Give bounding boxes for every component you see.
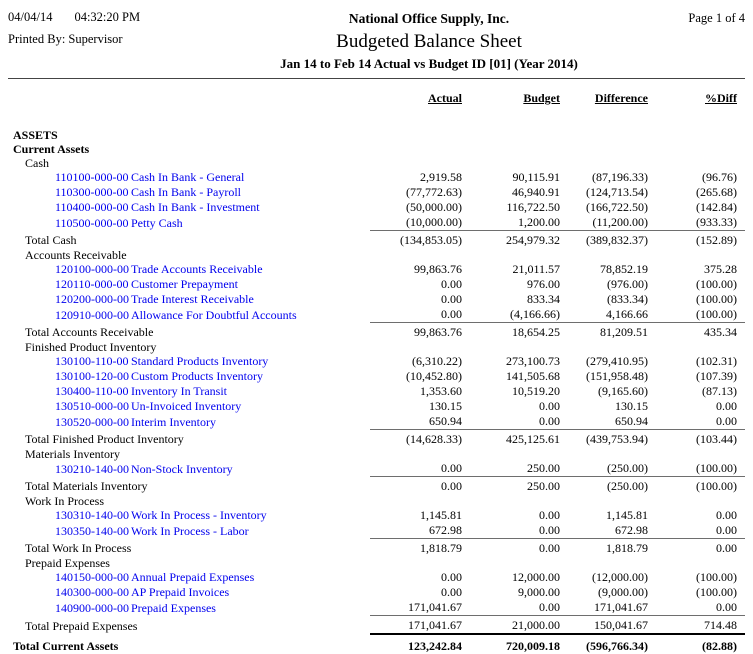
- pctdiff-value: (107.39): [696, 369, 737, 383]
- actual-value: 1,818.79: [370, 539, 462, 557]
- account-label-cell: [8, 523, 370, 539]
- account-number-link[interactable]: 130400-110-00: [55, 384, 129, 398]
- account-number-link[interactable]: 120910-000-00: [55, 307, 129, 322]
- pctdiff-value: 0.00: [648, 539, 745, 557]
- account-row: [8, 461, 745, 477]
- difference-value: (439,753.94): [560, 430, 648, 448]
- budget-value: 18,654.25: [462, 323, 560, 341]
- account-name-link[interactable]: Trade Accounts Receivable: [131, 262, 263, 276]
- pctdiff-value: (87.13): [702, 384, 737, 398]
- total-row: [8, 539, 745, 557]
- account-name-link[interactable]: Work In Process - Inventory: [131, 508, 267, 522]
- account-row: [8, 399, 745, 414]
- budget-column-header: Budget: [523, 91, 560, 105]
- account-row: [8, 508, 745, 523]
- difference-value: 1,818.79: [560, 539, 648, 557]
- actual-value: (134,853.05): [370, 231, 462, 249]
- budget-value: 250.00: [527, 461, 560, 475]
- total-row: [8, 477, 745, 495]
- pctdiff-value: (102.31): [696, 354, 737, 368]
- account-number-link[interactable]: 110400-000-00: [55, 200, 129, 214]
- account-label-cell: [8, 185, 370, 200]
- header-spacer: [8, 108, 745, 128]
- budget-value: 0.00: [539, 600, 560, 614]
- account-number-link[interactable]: 140300-000-00: [55, 585, 129, 599]
- account-name-link[interactable]: Petty Cash: [131, 215, 183, 230]
- section-heading-row: [8, 248, 745, 262]
- pctdiff-value: (103.44): [648, 430, 745, 448]
- actual-value: 0.00: [441, 307, 462, 321]
- account-name-link[interactable]: Cash In Bank - Payroll: [131, 185, 241, 199]
- account-row: [8, 570, 745, 585]
- section-heading-row: [8, 142, 745, 156]
- difference-value: 78,852.19: [600, 262, 648, 276]
- difference-value: (166,722.50): [586, 200, 648, 214]
- account-label-cell: [8, 354, 370, 369]
- difference-value: (9,165.60): [598, 384, 648, 398]
- account-row: [8, 369, 745, 384]
- pctdiff-value: (100.00): [696, 292, 737, 306]
- actual-value: (10,000.00): [406, 215, 462, 229]
- header-right: [635, 10, 745, 72]
- pctdiff-value: 0.00: [716, 399, 737, 413]
- difference-value: (250.00): [560, 477, 648, 495]
- company-name: National Office Supply, Inc.: [348, 11, 510, 26]
- total-label: Total Cash: [25, 233, 77, 247]
- section-heading: Cash: [25, 156, 49, 170]
- account-name-link[interactable]: Custom Products Inventory: [131, 369, 263, 383]
- section-heading: Work In Process: [25, 494, 105, 508]
- actual-value: 0.00: [441, 570, 462, 584]
- report-title: Budgeted Balance Sheet: [336, 31, 522, 52]
- account-name-link[interactable]: Allowance For Doubtful Accounts: [131, 307, 297, 322]
- account-row: [8, 277, 745, 292]
- total-row: [8, 430, 745, 448]
- account-label-cell: [8, 384, 370, 399]
- actual-value: 99,863.76: [370, 323, 462, 341]
- section-heading: Accounts Receivable: [25, 248, 127, 262]
- budget-value: 254,979.32: [462, 231, 560, 249]
- account-label-cell: [8, 369, 370, 384]
- budget-value: 12,000.00: [512, 570, 560, 584]
- account-name-link[interactable]: Interim Inventory: [131, 414, 216, 429]
- account-number-link[interactable]: 110100-000-00: [55, 170, 129, 184]
- total-label: Total Accounts Receivable: [25, 325, 154, 339]
- account-number-link[interactable]: 120200-000-00: [55, 292, 129, 306]
- section-heading: Finished Product Inventory: [25, 340, 157, 354]
- difference-value: (976.00): [607, 277, 648, 291]
- total-label: Total Prepaid Expenses: [25, 619, 138, 633]
- budget-value: 425,125.61: [462, 430, 560, 448]
- difference-value: 1,145.81: [606, 508, 648, 522]
- actual-value: 130.15: [429, 399, 462, 413]
- pctdiff-value: (96.76): [702, 170, 737, 184]
- actual-value: 2,919.58: [420, 170, 462, 184]
- actual-value: 99,863.76: [414, 262, 462, 276]
- account-row: [8, 414, 745, 430]
- section-heading: Materials Inventory: [25, 447, 120, 461]
- account-label-cell: [8, 277, 370, 292]
- actual-value: (10,452.80): [406, 369, 462, 383]
- account-label-cell: [8, 585, 370, 600]
- difference-value: 81,209.51: [560, 323, 648, 341]
- pctdiff-value: 0.00: [716, 523, 737, 537]
- account-name-link[interactable]: Annual Prepaid Expenses: [131, 570, 255, 584]
- account-number-link[interactable]: 120110-000-00: [55, 277, 129, 291]
- account-name-link[interactable]: AP Prepaid Invoices: [131, 585, 230, 599]
- budget-value: 46,940.91: [512, 185, 560, 199]
- label-column-header: [8, 88, 370, 108]
- pctdiff-value: 0.00: [716, 508, 737, 522]
- total-row: [8, 323, 745, 341]
- account-label-cell: [8, 399, 370, 414]
- account-number-link[interactable]: 130520-000-00: [55, 414, 129, 429]
- difference-value: (389,832.37): [560, 231, 648, 249]
- pctdiff-value: 0.00: [716, 414, 737, 428]
- print-time: 04:32:20 PM: [74, 10, 141, 24]
- difference-value: 130.15: [615, 399, 648, 413]
- account-row: [8, 384, 745, 399]
- print-date: 04/04/14: [8, 10, 53, 24]
- pctdiff-value: 714.48: [648, 616, 745, 635]
- account-number-link[interactable]: 130100-120-00: [55, 369, 129, 383]
- report-subtitle: Jan 14 to Feb 14 Actual vs Budget ID [01] (Year 2014): [280, 56, 578, 71]
- budget-value: 273,100.73: [506, 354, 560, 368]
- actual-value: 0.00: [441, 585, 462, 599]
- balance-sheet-table: [8, 88, 745, 654]
- account-label-cell: [8, 200, 370, 215]
- pctdiff-value: (100.00): [648, 477, 745, 495]
- difference-value: (833.34): [607, 292, 648, 306]
- budget-value: 0.00: [539, 414, 560, 428]
- difference-value: 150,041.67: [560, 616, 648, 635]
- difference-value: (12,000.00): [592, 570, 648, 584]
- budget-value: 21,000.00: [462, 616, 560, 635]
- account-row: [8, 307, 745, 323]
- difference-value: (9,000.00): [598, 585, 648, 599]
- pctdiff-value: (82.88): [648, 634, 745, 654]
- actual-value: 0.00: [441, 461, 462, 475]
- account-row: [8, 185, 745, 200]
- pctdiff-column-header: %Diff: [705, 91, 737, 105]
- account-name-link[interactable]: Prepaid Expenses: [131, 600, 216, 615]
- pctdiff-value: 375.28: [704, 262, 737, 276]
- account-row: [8, 200, 745, 215]
- section-heading-row: [8, 556, 745, 570]
- report-header: [8, 10, 745, 72]
- account-number-link[interactable]: 130510-000-00: [55, 399, 129, 413]
- budget-value: 833.34: [527, 292, 560, 306]
- budget-value: 141,505.68: [506, 369, 560, 383]
- total-label: Total Work In Process: [25, 541, 132, 555]
- account-name-link[interactable]: Inventory In Transit: [131, 384, 227, 398]
- difference-value: (87,196.33): [592, 170, 648, 184]
- difference-value: (250.00): [607, 461, 648, 475]
- account-number-link[interactable]: 130100-110-00: [55, 354, 129, 368]
- account-number-link[interactable]: 110500-000-00: [55, 215, 129, 230]
- difference-value: (596,766.34): [560, 634, 648, 654]
- pctdiff-value: 435.34: [648, 323, 745, 341]
- difference-value: 672.98: [615, 523, 648, 537]
- section-heading-row: [8, 128, 745, 142]
- actual-value: (14,628.33): [370, 430, 462, 448]
- account-row: [8, 170, 745, 185]
- budget-value: 0.00: [539, 399, 560, 413]
- pctdiff-value: (100.00): [696, 461, 737, 475]
- account-label-cell: [8, 292, 370, 307]
- account-label-cell: [8, 307, 370, 323]
- actual-value: 650.94: [429, 414, 462, 428]
- account-number-link[interactable]: 130310-140-00: [55, 508, 129, 522]
- budget-value: (4,166.66): [510, 307, 560, 321]
- account-row: [8, 600, 745, 616]
- difference-value: (151,958.48): [586, 369, 648, 383]
- grand-total-row: [8, 634, 745, 654]
- account-row: [8, 585, 745, 600]
- actual-value: 672.98: [429, 523, 462, 537]
- budget-value: 0.00: [462, 539, 560, 557]
- pctdiff-value: (100.00): [696, 570, 737, 584]
- total-row: [8, 231, 745, 249]
- budget-value: 720,009.18: [462, 634, 560, 654]
- difference-value: (279,410.95): [586, 354, 648, 368]
- account-number-link[interactable]: 130210-140-00: [55, 461, 129, 476]
- account-name-link[interactable]: Work In Process - Labor: [131, 523, 249, 538]
- actual-value: (6,310.22): [412, 354, 462, 368]
- account-label-cell: [8, 570, 370, 585]
- account-number-link[interactable]: 120100-000-00: [55, 262, 129, 276]
- page-number: Page 1 of 4: [688, 11, 745, 25]
- actual-value: 1,145.81: [420, 508, 462, 522]
- budget-value: 1,200.00: [518, 215, 560, 229]
- account-number-link[interactable]: 110300-000-00: [55, 185, 129, 199]
- actual-column-header: Actual: [428, 91, 462, 105]
- actual-value: 0.00: [441, 292, 462, 306]
- header-center: [223, 10, 635, 72]
- budget-value: 21,011.57: [512, 262, 560, 276]
- total-label: Total Finished Product Inventory: [25, 432, 184, 446]
- budget-value: 90,115.91: [512, 170, 560, 184]
- account-name-link[interactable]: Cash In Bank - Investment: [131, 200, 260, 214]
- account-name-link[interactable]: Non-Stock Inventory: [131, 461, 233, 476]
- account-number-link[interactable]: 130350-140-00: [55, 523, 129, 538]
- column-header-row: [8, 88, 745, 108]
- actual-value: 123,242.84: [370, 634, 462, 654]
- budget-value: 0.00: [539, 523, 560, 537]
- actual-value: 0.00: [370, 477, 462, 495]
- header-divider: [8, 78, 745, 79]
- difference-value: 171,041.67: [594, 600, 648, 614]
- section-heading: ASSETS: [13, 128, 58, 142]
- report-table-body: [8, 128, 745, 654]
- difference-value: 4,166.66: [606, 307, 648, 321]
- account-label-cell: [8, 461, 370, 477]
- account-row: [8, 215, 745, 231]
- difference-value: 650.94: [615, 414, 648, 428]
- account-label-cell: [8, 215, 370, 231]
- budget-value: 116,722.50: [506, 200, 560, 214]
- budget-value: 9,000.00: [518, 585, 560, 599]
- account-number-link[interactable]: 140900-000-00: [55, 600, 129, 615]
- account-row: [8, 523, 745, 539]
- account-label-cell: [8, 600, 370, 616]
- account-label-cell: [8, 170, 370, 185]
- budget-value: 250.00: [462, 477, 560, 495]
- pctdiff-value: (152.89): [648, 231, 745, 249]
- account-name-link[interactable]: Un-Invoiced Inventory: [131, 399, 242, 413]
- budget-value: 0.00: [539, 508, 560, 522]
- account-label-cell: [8, 262, 370, 277]
- account-number-link[interactable]: 140150-000-00: [55, 570, 129, 584]
- account-label-cell: [8, 508, 370, 523]
- difference-column-header: Difference: [594, 91, 648, 105]
- section-heading: Prepaid Expenses: [25, 556, 110, 570]
- actual-value: 1,353.60: [420, 384, 462, 398]
- budget-value: 976.00: [527, 277, 560, 291]
- actual-value: (50,000.00): [406, 200, 462, 214]
- section-heading-row: [8, 447, 745, 461]
- section-heading-row: [8, 340, 745, 354]
- difference-value: (124,713.54): [586, 185, 648, 199]
- actual-value: 171,041.67: [370, 616, 462, 635]
- budget-value: 10,519.20: [512, 384, 560, 398]
- account-row: [8, 354, 745, 369]
- pctdiff-value: 0.00: [716, 600, 737, 614]
- pctdiff-value: (100.00): [696, 277, 737, 291]
- pctdiff-value: (100.00): [696, 585, 737, 599]
- section-heading-row: [8, 494, 745, 508]
- account-label-cell: [8, 414, 370, 430]
- actual-value: 171,041.67: [408, 600, 462, 614]
- total-label: Total Materials Inventory: [25, 479, 148, 493]
- section-heading-row: [8, 156, 745, 170]
- actual-value: 0.00: [441, 277, 462, 291]
- account-name-link[interactable]: Trade Interest Receivable: [131, 292, 254, 306]
- printed-by: Printed By: Supervisor: [8, 32, 123, 46]
- total-label: Total Current Assets: [13, 639, 119, 653]
- account-name-link[interactable]: Cash In Bank - General: [131, 170, 245, 184]
- total-row: [8, 616, 745, 635]
- account-row: [8, 262, 745, 277]
- account-name-link[interactable]: Standard Products Inventory: [131, 354, 269, 368]
- account-name-link[interactable]: Customer Prepayment: [131, 277, 238, 291]
- actual-value: (77,772.63): [406, 185, 462, 199]
- pctdiff-value: (100.00): [696, 307, 737, 321]
- difference-value: (11,200.00): [592, 215, 648, 229]
- section-heading: Current Assets: [13, 142, 90, 156]
- header-left: [8, 10, 223, 72]
- pctdiff-value: (142.84): [696, 200, 737, 214]
- pctdiff-value: (933.33): [696, 215, 737, 229]
- pctdiff-value: (265.68): [696, 185, 737, 199]
- account-row: [8, 292, 745, 307]
